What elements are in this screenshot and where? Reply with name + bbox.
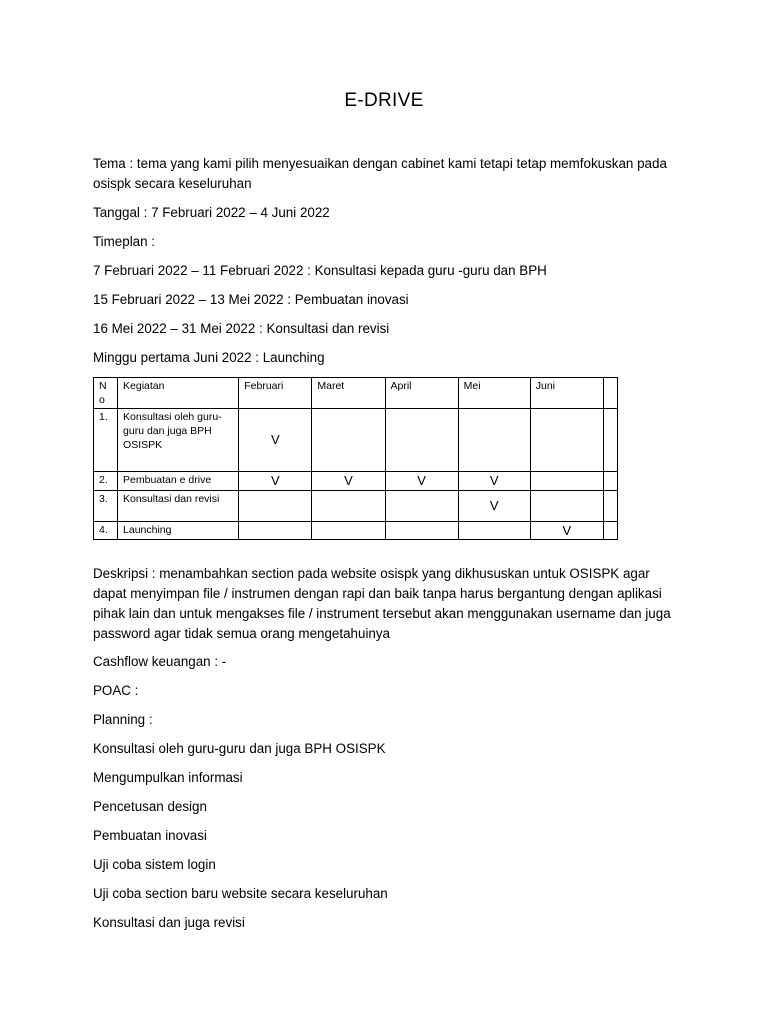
- check-cell: V: [239, 472, 312, 491]
- check-cell: [312, 522, 385, 540]
- planning-item: Uji coba sistem login: [93, 857, 216, 872]
- check-cell: [530, 491, 603, 522]
- planning-item: Pencetusan design: [93, 799, 207, 814]
- planning-heading: Planning :: [93, 712, 153, 727]
- header-kegiatan: Kegiatan: [118, 378, 239, 409]
- check-cell: V: [312, 472, 385, 491]
- row-kegiatan: Pembuatan e drive: [118, 472, 239, 491]
- row-kegiatan: Konsultasi dan revisi: [118, 491, 239, 522]
- table-header-row: [94, 378, 618, 409]
- check-cell: [385, 522, 458, 540]
- check-cell: V: [458, 472, 530, 491]
- row-no: 1.: [94, 409, 118, 472]
- table-row: [94, 472, 618, 491]
- header-februari: Februari: [239, 378, 312, 409]
- check-cell: [530, 472, 603, 491]
- check-cell: [458, 409, 530, 472]
- check-cell: V: [239, 409, 312, 472]
- header-april: April: [385, 378, 458, 409]
- check-cell: [385, 491, 458, 522]
- empty-cell: [603, 522, 617, 540]
- deskripsi-paragraph: Deskripsi : menambahkan section pada website osispk yang dikhususkan untuk OSISPK agar dapat menyimpan file / instrumen dengan rapi dan baik tanpa harus bergantung dengan aplikasi pihak lain dan untuk mengakses file / instrument tersebut akan menggunakan username dan juga password agar tidak semua orang mengetahuinya: [93, 566, 671, 641]
- planning-item: Konsultasi dan juga revisi: [93, 915, 245, 930]
- planning-item: Konsultasi oleh guru-guru dan juga BPH OSISPK: [93, 741, 386, 756]
- check-cell: V: [385, 472, 458, 491]
- row-no: 4.: [94, 522, 118, 540]
- check-cell: [458, 522, 530, 540]
- check-cell: V: [458, 491, 530, 522]
- row-no: 3.: [94, 491, 118, 522]
- tema-paragraph: Tema : tema yang kami pilih menyesuaikan dengan cabinet kami tetapi tetap memfokuskan pada osispk secara keseluruhan: [93, 156, 667, 191]
- planning-item: Pembuatan inovasi: [93, 828, 207, 843]
- table-row: [94, 522, 618, 540]
- tanggal-line: Tanggal : 7 Februari 2022 – 4 Juni 2022: [93, 205, 330, 220]
- row-no: 2.: [94, 472, 118, 491]
- timeplan-item: 15 Februari 2022 – 13 Mei 2022 : Pembuatan inovasi: [93, 292, 409, 307]
- check-cell: [239, 491, 312, 522]
- check-cell: [530, 409, 603, 472]
- planning-item: Uji coba section baru website secara keseluruhan: [93, 886, 388, 901]
- header-no: N o: [94, 378, 118, 409]
- table-row: [94, 409, 618, 472]
- empty-cell: [603, 491, 617, 522]
- check-cell: [385, 409, 458, 472]
- header-juni: Juni: [530, 378, 603, 409]
- check-cell: V: [530, 522, 603, 540]
- cashflow-line: Cashflow keuangan : -: [93, 654, 227, 669]
- poac-heading: POAC :: [93, 683, 139, 698]
- empty-cell: [603, 472, 617, 491]
- timeplan-item: 16 Mei 2022 – 31 Mei 2022 : Konsultasi dan revisi: [93, 321, 390, 336]
- check-cell: [312, 409, 385, 472]
- header-mei: Mei: [458, 378, 530, 409]
- table-row: [94, 491, 618, 522]
- timeplan-heading: Timeplan :: [93, 234, 156, 249]
- schedule-table: [93, 377, 618, 540]
- check-cell: [239, 522, 312, 540]
- planning-item: Mengumpulkan informasi: [93, 770, 243, 785]
- header-empty: [603, 378, 617, 409]
- row-kegiatan: Konsultasi oleh guru-guru dan juga BPH OSISPK: [118, 409, 239, 472]
- check-cell: [312, 491, 385, 522]
- row-kegiatan: Launching: [118, 522, 239, 540]
- timeplan-item: 7 Februari 2022 – 11 Februari 2022 : Konsultasi kepada guru -guru dan BPH: [93, 263, 547, 278]
- timeplan-item: Minggu pertama Juni 2022 : Launching: [93, 350, 325, 365]
- empty-cell: [603, 409, 617, 472]
- header-maret: Maret: [312, 378, 385, 409]
- document-title: E-DRIVE: [344, 90, 424, 111]
